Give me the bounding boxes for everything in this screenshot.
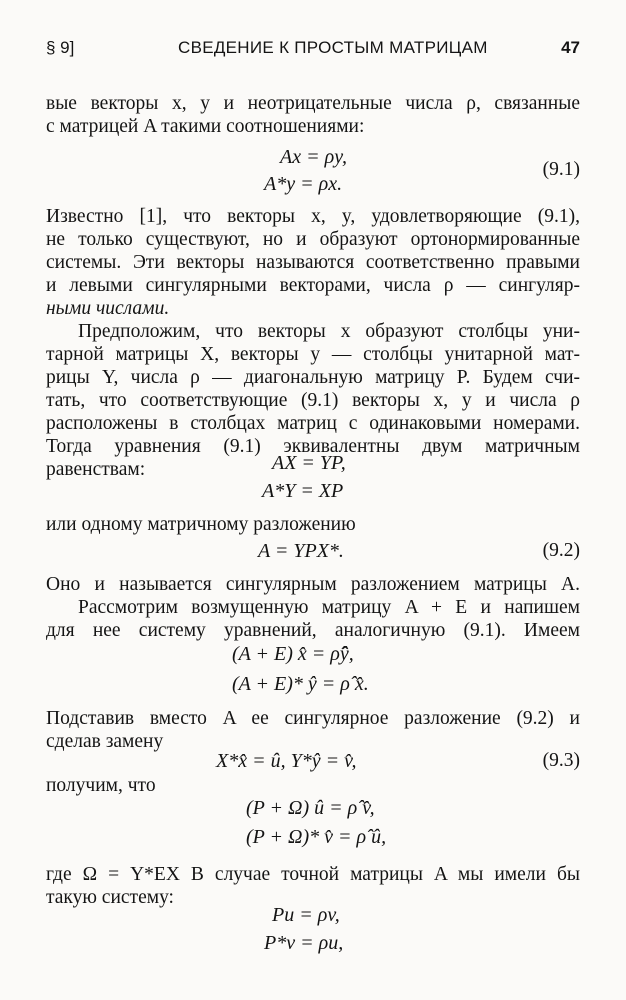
- text-line: или одному матричному разложению: [46, 514, 356, 535]
- text-line: Рассмотрим возмущенную матрицу A + E и напишем: [78, 597, 580, 618]
- text-line: вые векторы x, y и неотрицательные числа ρ, связанные: [46, 93, 580, 114]
- equation: A*Y = XP: [262, 480, 344, 502]
- equation: X*x̂ = û, Y*ŷ = v̂,: [216, 750, 357, 772]
- text-line: и левыми сингулярными векторами, числа ρ — сингуляр-: [46, 275, 580, 296]
- page-number: 47: [561, 38, 580, 57]
- text-line: получим, что: [46, 775, 156, 796]
- equation-number: (9.1): [542, 159, 580, 180]
- equation: A*y = ρx.: [264, 173, 343, 195]
- section-mark: § 9]: [46, 38, 75, 57]
- text-line: системы. Эти векторы называются соответственно правыми: [46, 252, 580, 273]
- text-line: где Ω = Y*EX В случае точной матрицы A мы имели бы: [46, 864, 580, 885]
- equation: (P + Ω) û = ρ̂ v̂,: [246, 797, 375, 819]
- text-line: Оно и называется сингулярным разложением матрицы A.: [46, 574, 580, 595]
- text-line: расположены в столбцах матриц с одинаковыми номерами.: [46, 413, 580, 434]
- equation: (A + E)* ŷ = ρ̂ x̂.: [232, 673, 369, 695]
- equation: A = YPX*.: [258, 540, 344, 562]
- equation-number: (9.3): [542, 750, 580, 771]
- equation-number: (9.2): [542, 540, 580, 561]
- equation: (P + Ω)* v̂ = ρ̂ û,: [246, 826, 387, 848]
- text-line: не только существуют, но и образуют ортонормированные: [46, 229, 580, 250]
- text-line: такую систему:: [46, 887, 174, 908]
- text-line: с матрицей A такими соотношениями:: [46, 116, 365, 137]
- equation: Pu = ρv,: [272, 904, 340, 926]
- text-line: равенствам:: [46, 459, 146, 480]
- text-line: Подставив вместо A ее сингулярное разложение (9.2) и: [46, 708, 580, 729]
- equation: P*v = ρu,: [264, 932, 344, 954]
- text-line: ными числами.: [46, 298, 170, 319]
- text-line: Предположим, что векторы x образуют столбцы уни-: [78, 321, 580, 342]
- text-line: рицы Y, числа ρ — диагональную матрицу P. Будем счи-: [46, 367, 580, 388]
- text-line: Тогда уравнения (9.1) эквивалентны двум матричным: [46, 436, 580, 457]
- equation: (A + E) x̂ = ρ̂ŷ,: [232, 643, 354, 665]
- running-title: СВЕДЕНИЕ К ПРОСТЫМ МАТРИЦАМ: [178, 38, 488, 57]
- equation: Ax = ρy,: [280, 146, 347, 168]
- text-line: для нее систему уравнений, аналогичную (9.1). Имеем: [46, 620, 580, 641]
- text-line: сделав замену: [46, 731, 164, 752]
- text-line: тарной матрицы X, векторы y — столбцы унитарной мат-: [46, 344, 580, 365]
- text-line: Известно [1], что векторы x, y, удовлетворяющие (9.1),: [46, 206, 580, 227]
- text-line: тать, что соответствующие (9.1) векторы x, y и числа ρ: [46, 390, 580, 411]
- equation: AX = YP,: [272, 452, 346, 474]
